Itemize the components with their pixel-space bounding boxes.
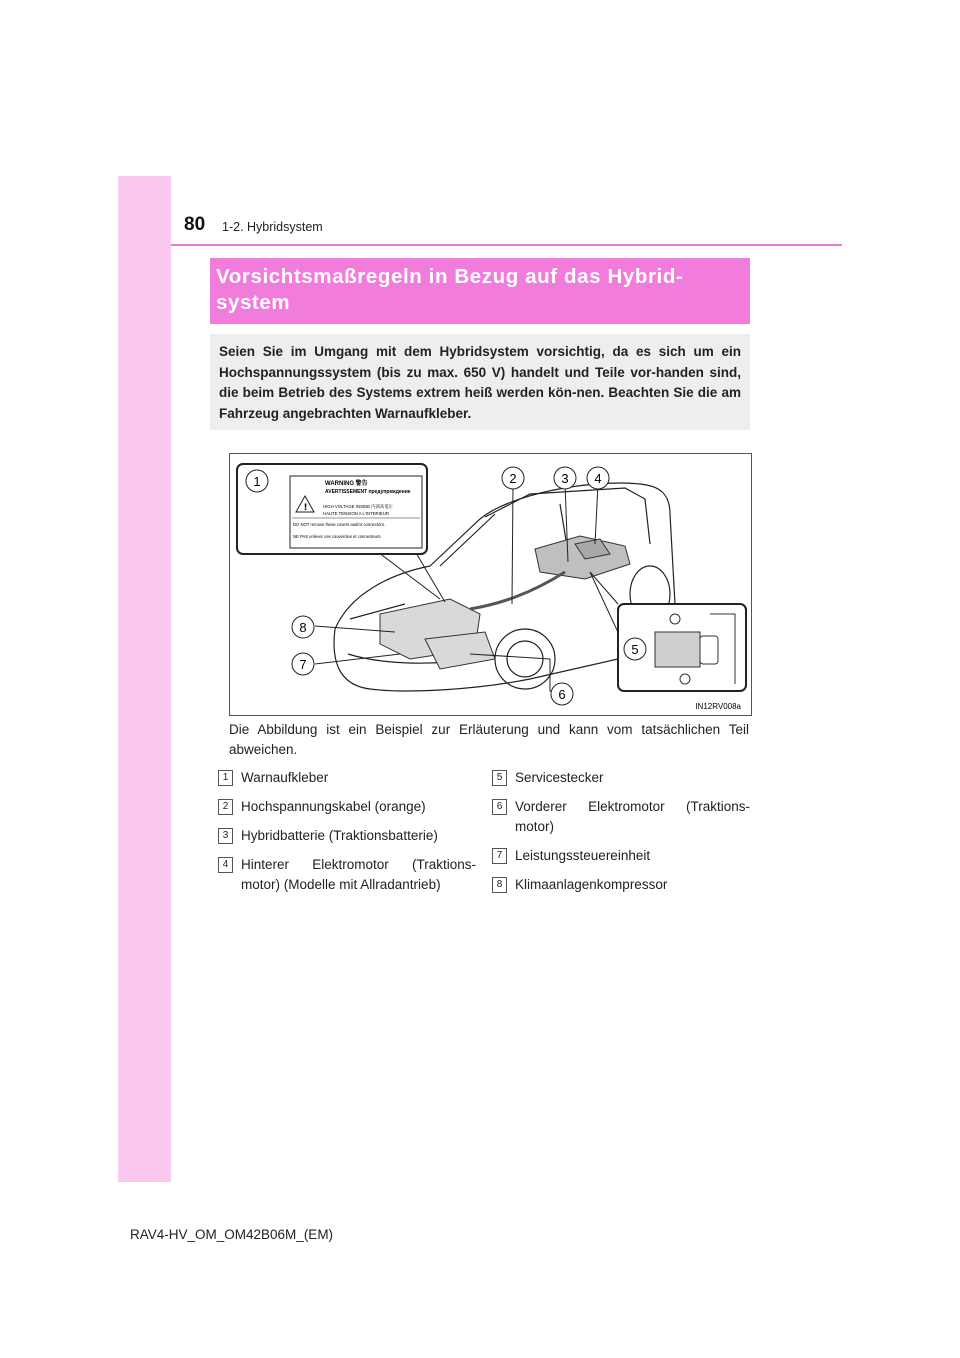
legend-item: [492, 797, 750, 837]
legend-item: [492, 875, 750, 895]
legend-right: [492, 768, 750, 904]
label-line-0: WARNING 警告: [325, 481, 368, 487]
legend-number: 6: [492, 799, 507, 815]
legend-text: Warnaufkleber: [241, 770, 329, 785]
header-divider: [171, 244, 842, 246]
label-line-3: HAUTE TENSION A L'INTERIEUR: [323, 511, 389, 516]
svg-text:!: !: [303, 503, 308, 513]
legend-number: 4: [218, 857, 233, 873]
label-line-1: AVERTISSEMENT предупреждение: [325, 489, 411, 495]
legend-number: 5: [492, 770, 507, 786]
svg-text:1: 1: [253, 474, 261, 489]
svg-text:7: 7: [299, 657, 307, 672]
page-title: Vorsichtsmaßregeln in Bezug auf das Hybrid-system: [216, 265, 684, 314]
intro-text: Seien Sie im Umgang mit dem Hybridsystem vorsichtig, da es sich um ein Hochspannungssystem (bis zu max. 650 V) handelt und Teile vor-handen sind, die beim Betrieb des Systems extrem heiß werden kön-nen. Beachten Sie die am Fahrzeug angebrachten Warnaufkleber.: [219, 344, 741, 421]
front-motor-shape: [425, 632, 495, 669]
legend-number: 7: [492, 848, 507, 864]
legend-item: [492, 846, 750, 866]
legend-text: Hochspannungskabel (orange): [241, 799, 426, 814]
legend-text: Leistungssteuereinheit: [515, 848, 651, 863]
document-footer: RAV4-HV_OM_OM42B06M_(EM): [130, 1227, 334, 1242]
legend-item: [218, 768, 476, 788]
callout-2: [502, 467, 524, 489]
figure-caption: Die Abbildung ist ein Beispiel zur Erläuterung und kann vom tatsächlichen Teil abweichen.: [229, 722, 749, 757]
legend-text: Hinterer Elektromotor (Traktions-motor) (Modelle mit Allradantrieb): [241, 857, 476, 892]
legend-item: [218, 855, 476, 895]
figure-code: IN12RV008a: [695, 702, 741, 711]
chapter-sidebar-tab: [118, 176, 171, 1182]
legend-number: 2: [218, 799, 233, 815]
callout-7: [292, 653, 314, 675]
svg-text:4: 4: [594, 471, 602, 486]
svg-text:6: 6: [558, 687, 566, 702]
legend-number: 3: [218, 828, 233, 844]
section-breadcrumb: 1-2. Hybridsystem: [222, 220, 323, 234]
legend-item: [492, 768, 750, 788]
legend-text: Servicestecker: [515, 770, 604, 785]
page-number: 80: [184, 214, 206, 235]
legend-number: 8: [492, 877, 507, 893]
high-voltage-cable-shape: [470, 572, 565, 609]
svg-text:5: 5: [631, 642, 639, 657]
callout-8: [292, 616, 314, 638]
callout-4: [587, 467, 609, 489]
hybrid-system-illustration: [229, 453, 752, 716]
legend-text: Klimaanlagenkompressor: [515, 877, 668, 892]
label-line-2: HIGH VOLTAGE INSIDE 内部高電圧: [323, 504, 393, 509]
legend-text: Hybridbatterie (Traktionsbatterie): [241, 828, 438, 843]
callout-5: [624, 638, 646, 660]
svg-text:2: 2: [509, 471, 517, 486]
legend-item: [218, 826, 476, 846]
legend-number: 1: [218, 770, 233, 786]
label-line-4: DO NOT remove these covers and/or connectors.: [293, 522, 386, 527]
legend-left: [218, 768, 476, 904]
callout-1: [246, 470, 268, 492]
callout-3: [554, 467, 576, 489]
label-line-5: NE PAS enlever ces couvercles et connecteurs.: [293, 534, 382, 539]
callout-6: [551, 683, 573, 705]
legend-item: [218, 797, 476, 817]
svg-text:3: 3: [561, 471, 569, 486]
svg-text:8: 8: [299, 620, 307, 635]
legend-text: Vorderer Elektromotor (Traktions-motor): [515, 799, 750, 834]
